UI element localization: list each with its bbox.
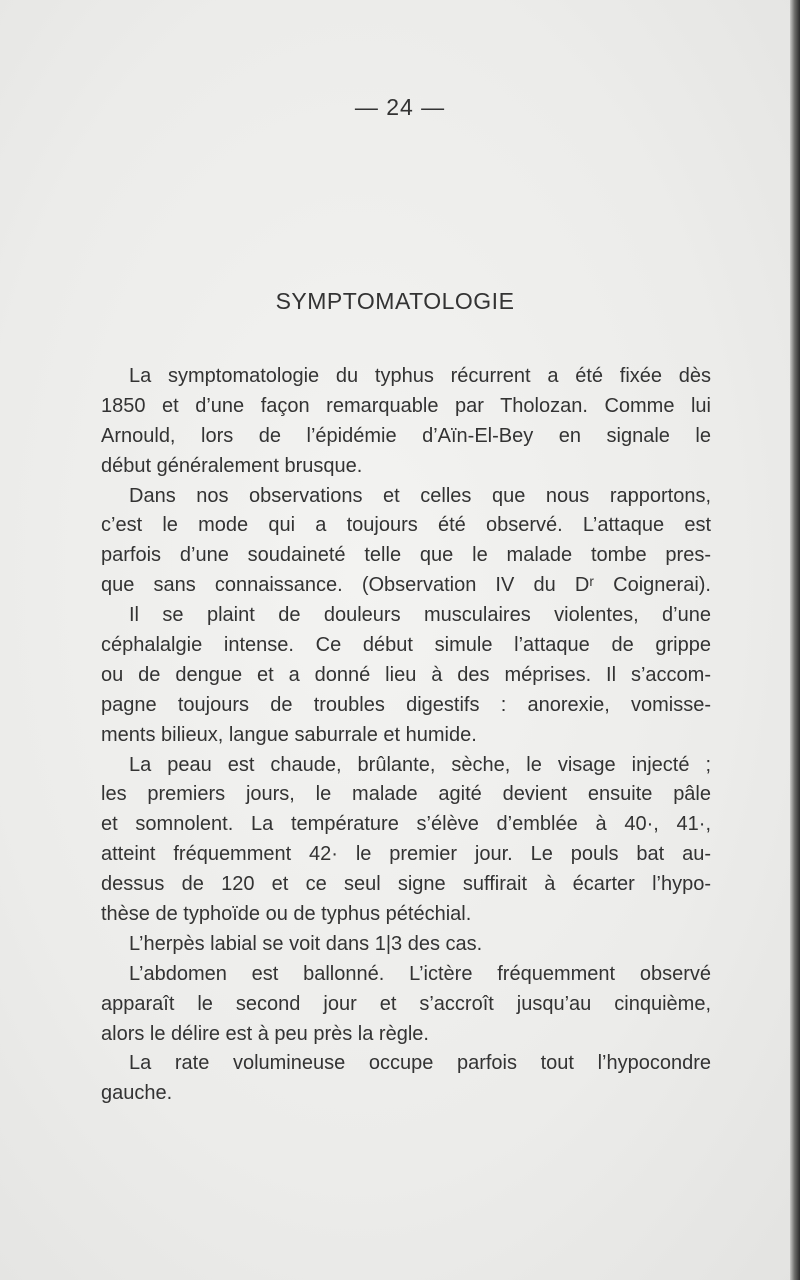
text-line: début généralement brusque.: [101, 454, 363, 477]
section-title: SYMPTOMATOLOGIE: [275, 288, 515, 314]
text-line: gauche.: [101, 1082, 173, 1105]
text-line: alors le délire est à peu près la règle.: [101, 1022, 429, 1045]
body-text: [101, 362, 711, 1109]
text-line: 1850 et d’une façon remarquable par Tholozan. Comme lui: [101, 394, 711, 417]
text-line: atteint fréquemment 42· le premier jour. Le pouls bat au-: [101, 843, 711, 866]
text-line: apparaît le second jour et s’accroît jusqu’au cinquième,: [101, 992, 711, 1015]
text-line: et somnolent. La température s’élève d’emblée à 40·, 41·,: [101, 813, 711, 836]
text-line: La peau est chaude, brûlante, sèche, le visage injecté ;: [129, 753, 711, 776]
text-line: La symptomatologie du typhus récurrent a été fixée dès: [129, 365, 711, 387]
text-line: parfois d’une soudaineté telle que le malade tombe pres-: [101, 544, 711, 567]
text-line: pagne toujours de troubles digestifs : anorexie, vomisse-: [101, 693, 711, 716]
text-line: ou de dengue et a donné lieu à des méprises. Il s’accom-: [101, 663, 711, 686]
text-line: L’abdomen est ballonné. L’ictère fréquemment observé: [129, 962, 711, 985]
text-line: La rate volumineuse occupe parfois tout l’hypocondre: [129, 1052, 711, 1075]
text-line: thèse de typhoïde ou de typhus pétéchial.: [101, 903, 472, 926]
text-line: dessus de 120 et ce seul signe suffirait à écarter l’hypo-: [101, 873, 711, 896]
text-line: que sans connaissance. (Observation IV du Dʳ Coignerai).: [101, 574, 711, 597]
text-line: les premiers jours, le malade agité devient ensuite pâle: [101, 783, 711, 806]
page-number: — 24 —: [354, 94, 446, 120]
text-line: Il se plaint de douleurs musculaires violentes, d’une: [129, 604, 711, 627]
text-line: c’est le mode qui a toujours été observé. L’attaque est: [101, 514, 711, 537]
text-line: céphalalgie intense. Ce début simule l’attaque de grippe: [101, 634, 711, 657]
text-line: Dans nos observations et celles que nous rapportons,: [129, 484, 711, 507]
page-binding-edge: [790, 0, 800, 1280]
text-line: L’herpès labial se voit dans 1|3 des cas.: [129, 932, 483, 955]
text-line: ments bilieux, langue saburrale et humide.: [101, 723, 477, 746]
text-line: Arnould, lors de l’épidémie d’Aïn-El-Bey en signale le: [101, 424, 711, 447]
